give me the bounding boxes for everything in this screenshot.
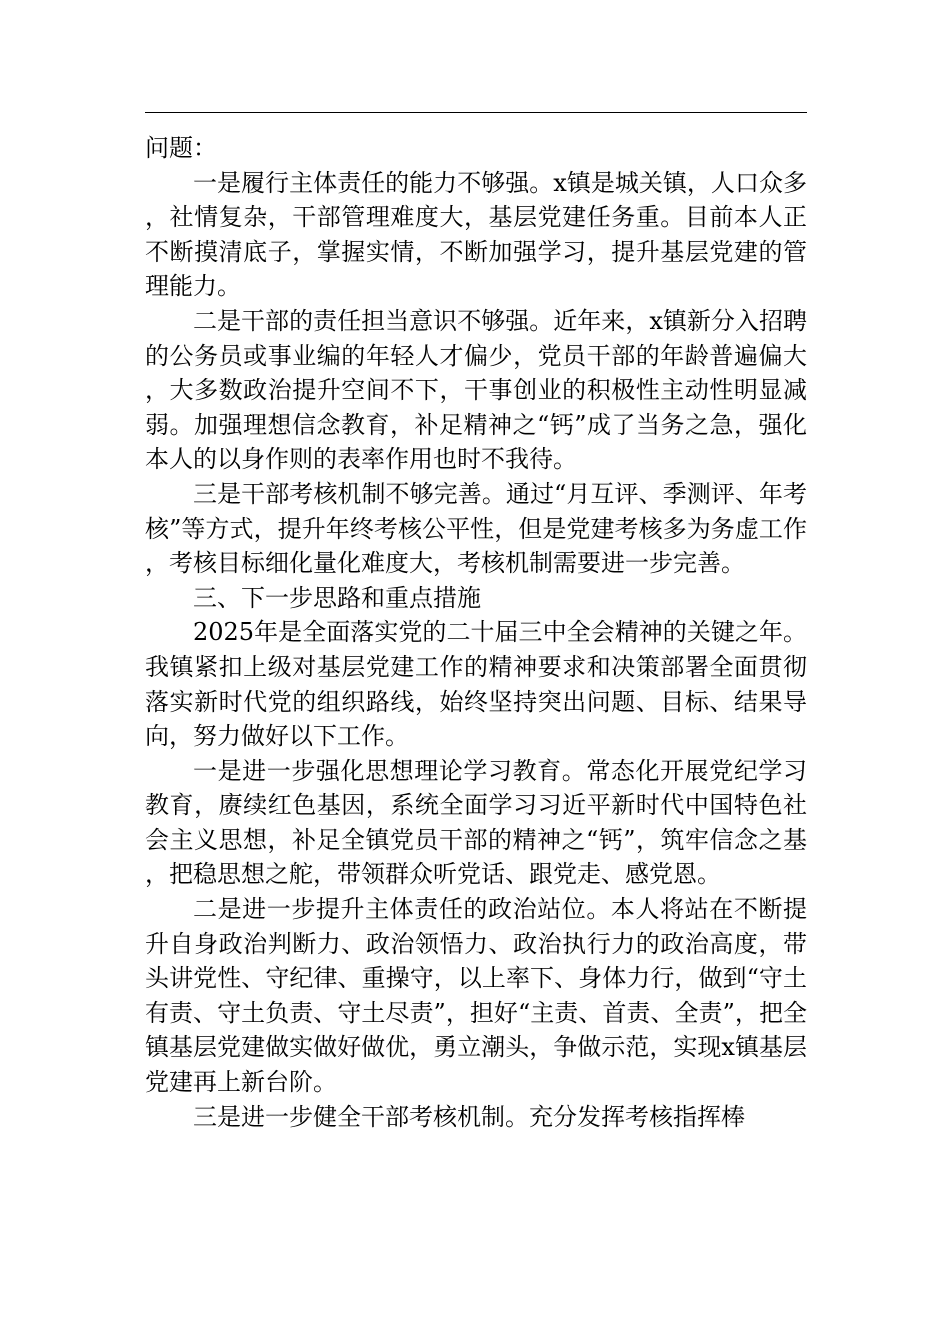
paragraph-measure-1: 一是进一步强化思想理论学习教育。常态化开展党纪学习教育，赓续红色基因，系统全面学习习近平新时代中国特色社会主义思想，补足全镇党员干部的精神之“钙”，筑牢信念之基，把稳思想之舵，带领群众听党话、跟党走、感党恩。 <box>145 756 807 889</box>
paragraph-heading-problems: 问题： <box>145 134 217 162</box>
paragraph-problem-3: 三是干部考核机制不够完善。通过“月互评、季测评、年考核”等方式，提升年终考核公平性，但是党建考核多为务虚工作，考核目标细化量化难度大，考核机制需要进一步完善。 <box>145 479 807 578</box>
paragraph-problem-2: 二是干部的责任担当意识不够强。近年来，x镇新分入招聘的公务员或事业编的年轻人才偏少，党员干部的年龄普遍偏大，大多数政治提升空间不下，干事创业的积极性主动性明显减弱。加强理想信念教育，补足精神之“钙”成了当务之急，强化本人的以身作则的表率作用也时不我待。 <box>145 306 807 474</box>
document-body <box>145 131 807 1134</box>
paragraph-problem-1: 一是履行主体责任的能力不够强。x镇是城关镇，人口众多，社情复杂，干部管理难度大，基层党建任务重。目前本人正不断摸清底子，掌握实情，不断加强学习，提升基层党建的管理能力。 <box>145 168 807 301</box>
section-heading-next-steps: 三、下一步思路和重点措施 <box>193 583 481 612</box>
paragraph-2025-intro: 2025年是全面落实党的二十届三中全会精神的关键之年。我镇紧扣上级对基层党建工作的精神要求和决策部署全面贯彻落实新时代党的组织路线，始终坚持突出问题、目标、结果导向，努力做好以下工作。 <box>145 618 807 751</box>
paragraph-measure-2: 二是进一步提升主体责任的政治站位。本人将站在不断提升自身政治判断力、政治领悟力、政治执行力的政治高度，带头讲党性、守纪律、重操守，以上率下、身体力行，做到“守土有责、守土负责、守土尽责”，担好“主责、首责、全责”，把全镇基层党建做实做好做优，勇立潮头，争做示范，实现x镇基层党建再上新台阶。 <box>145 895 807 1097</box>
header-rule <box>145 112 807 113</box>
paragraph-measure-3: 三是进一步健全干部考核机制。充分发挥考核指挥棒 <box>193 1102 745 1131</box>
